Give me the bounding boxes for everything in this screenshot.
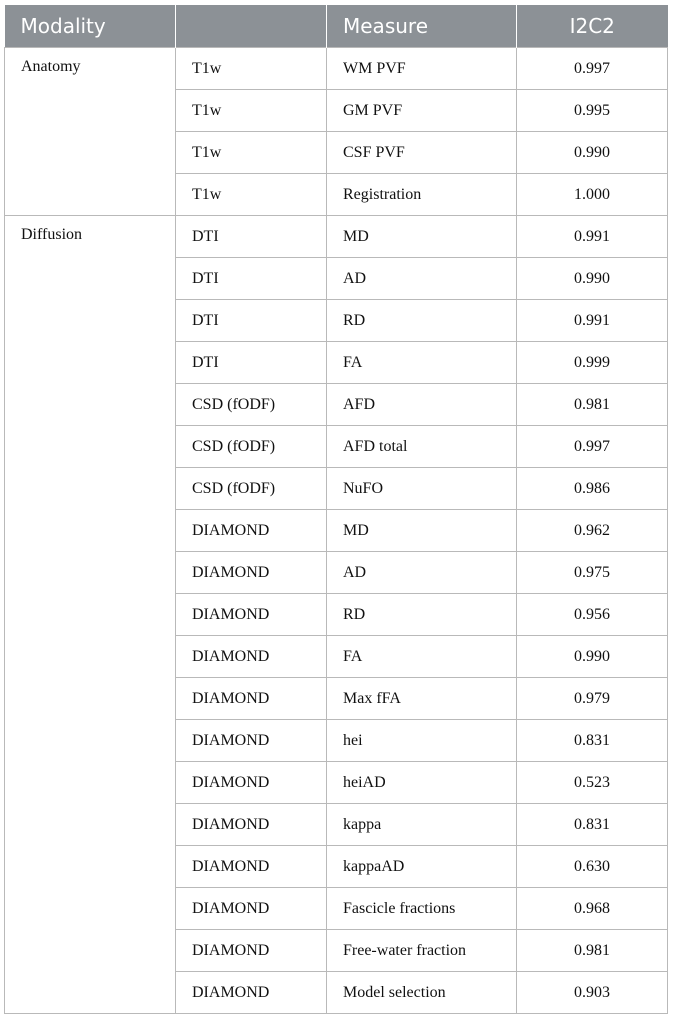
i2c2-cell: 1.000 xyxy=(517,174,668,216)
method-cell: DIAMOND xyxy=(176,594,327,636)
measure-cell: Fascicle fractions xyxy=(327,888,517,930)
i2c2-cell: 0.990 xyxy=(517,132,668,174)
measure-cell: Registration xyxy=(327,174,517,216)
measure-cell: RD xyxy=(327,594,517,636)
header-row xyxy=(5,5,668,48)
measure-cell: Model selection xyxy=(327,972,517,1014)
i2c2-cell: 0.981 xyxy=(517,930,668,972)
table-header xyxy=(5,5,668,48)
method-cell: DIAMOND xyxy=(176,804,327,846)
measure-cell: AD xyxy=(327,552,517,594)
method-cell: DIAMOND xyxy=(176,888,327,930)
method-cell: T1w xyxy=(176,174,327,216)
i2c2-table xyxy=(4,5,668,1014)
method-cell: DIAMOND xyxy=(176,636,327,678)
method-cell: DTI xyxy=(176,342,327,384)
i2c2-cell: 0.831 xyxy=(517,720,668,762)
header-measure: Measure xyxy=(327,5,517,48)
measure-cell: hei xyxy=(327,720,517,762)
method-cell: DIAMOND xyxy=(176,762,327,804)
i2c2-cell: 0.962 xyxy=(517,510,668,552)
i2c2-cell: 0.956 xyxy=(517,594,668,636)
method-cell: DIAMOND xyxy=(176,510,327,552)
measure-cell: heiAD xyxy=(327,762,517,804)
method-cell: DIAMOND xyxy=(176,552,327,594)
method-cell: T1w xyxy=(176,132,327,174)
i2c2-cell: 0.903 xyxy=(517,972,668,1014)
method-cell: CSD (fODF) xyxy=(176,468,327,510)
i2c2-cell: 0.990 xyxy=(517,258,668,300)
measure-cell: CSF PVF xyxy=(327,132,517,174)
i2c2-cell: 0.991 xyxy=(517,300,668,342)
measure-cell: MD xyxy=(327,216,517,258)
measure-cell: FA xyxy=(327,342,517,384)
i2c2-cell: 0.995 xyxy=(517,90,668,132)
i2c2-cell: 0.630 xyxy=(517,846,668,888)
results-table-container xyxy=(4,5,667,1014)
method-cell: DIAMOND xyxy=(176,972,327,1014)
i2c2-cell: 0.997 xyxy=(517,48,668,90)
i2c2-cell: 0.981 xyxy=(517,384,668,426)
i2c2-cell: 0.968 xyxy=(517,888,668,930)
table-row xyxy=(5,48,668,90)
modality-cell: Diffusion xyxy=(5,216,176,1014)
header-method xyxy=(176,5,327,48)
i2c2-cell: 0.991 xyxy=(517,216,668,258)
measure-cell: kappaAD xyxy=(327,846,517,888)
i2c2-cell: 0.999 xyxy=(517,342,668,384)
i2c2-cell: 0.975 xyxy=(517,552,668,594)
method-cell: DIAMOND xyxy=(176,930,327,972)
method-cell: CSD (fODF) xyxy=(176,384,327,426)
measure-cell: kappa xyxy=(327,804,517,846)
method-cell: DIAMOND xyxy=(176,846,327,888)
method-cell: DTI xyxy=(176,300,327,342)
measure-cell: MD xyxy=(327,510,517,552)
method-cell: T1w xyxy=(176,48,327,90)
method-cell: DIAMOND xyxy=(176,678,327,720)
header-modality: Modality xyxy=(5,5,176,48)
measure-cell: AFD xyxy=(327,384,517,426)
measure-cell: AD xyxy=(327,258,517,300)
i2c2-cell: 0.997 xyxy=(517,426,668,468)
i2c2-cell: 0.979 xyxy=(517,678,668,720)
measure-cell: RD xyxy=(327,300,517,342)
measure-cell: Free-water fraction xyxy=(327,930,517,972)
method-cell: DTI xyxy=(176,258,327,300)
modality-cell: Anatomy xyxy=(5,48,176,216)
measure-cell: WM PVF xyxy=(327,48,517,90)
measure-cell: AFD total xyxy=(327,426,517,468)
i2c2-cell: 0.523 xyxy=(517,762,668,804)
method-cell: T1w xyxy=(176,90,327,132)
method-cell: DTI xyxy=(176,216,327,258)
i2c2-cell: 0.986 xyxy=(517,468,668,510)
header-i2c2: I2C2 xyxy=(517,5,668,48)
measure-cell: NuFO xyxy=(327,468,517,510)
table-body xyxy=(5,48,668,1014)
method-cell: CSD (fODF) xyxy=(176,426,327,468)
table-row xyxy=(5,216,668,258)
method-cell: DIAMOND xyxy=(176,720,327,762)
measure-cell: Max fFA xyxy=(327,678,517,720)
measure-cell: FA xyxy=(327,636,517,678)
i2c2-cell: 0.831 xyxy=(517,804,668,846)
i2c2-cell: 0.990 xyxy=(517,636,668,678)
measure-cell: GM PVF xyxy=(327,90,517,132)
